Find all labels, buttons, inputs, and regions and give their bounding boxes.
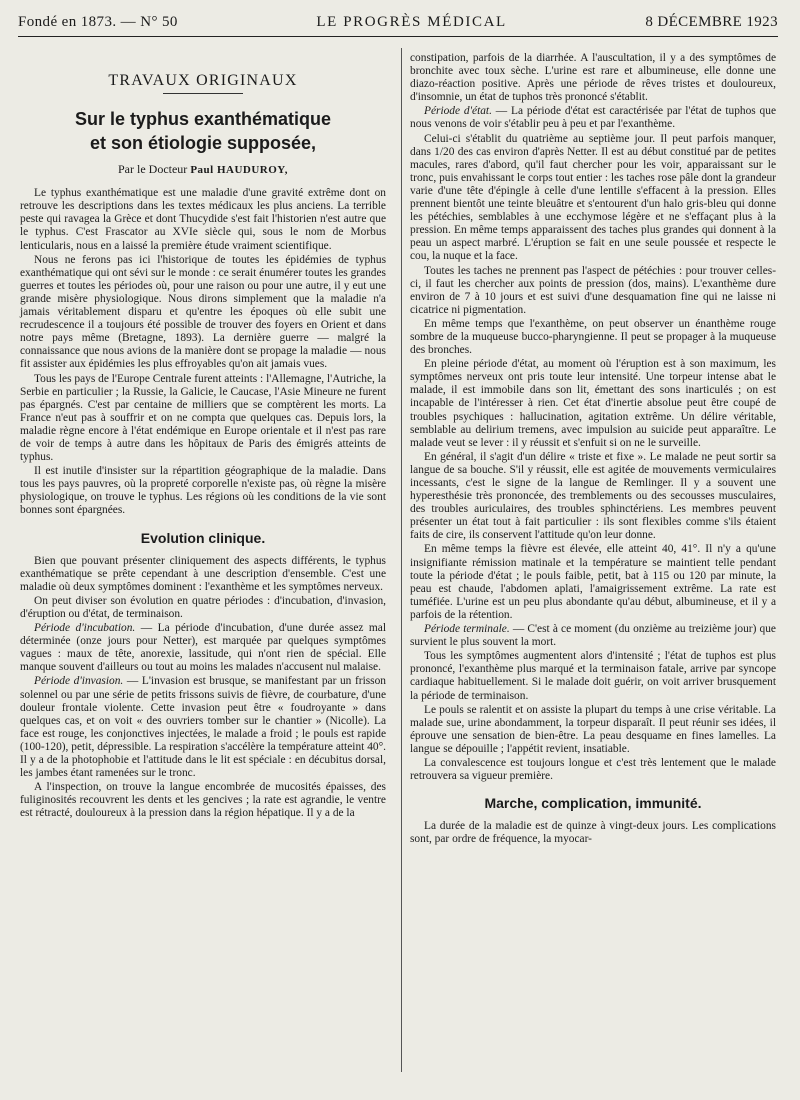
paragraph: Tous les pays de l'Europe Centrale furent atteints : l'Allemagne, l'Autriche, la Serbie en particulier ; la Russie, la Galicie, le Caucase, l'Asie Mineure ne furent pas épargnés. C'est par centaine de milliers que se comptèrent les morts. La France n'eut pas à souffrir et on ne compta que quelques cas. Depuis lors, la maladie règne encore à l'état endémique en Europe orientale et il n'est pas rare de voir de temps à autre dans les hôpitaux de Paris des émigrés atteints de typhus. [20, 372, 386, 464]
column-divider [401, 48, 402, 1072]
paragraph: En même temps que l'exanthème, on peut observer un énanthème rouge sombre de la muqueuse bucco-pharyngienne. Il peut se propager à la muqueuse des bronches. [410, 317, 776, 357]
paragraph: Le pouls se ralentit et on assiste la plupart du temps à une crise véritable. La malade sue, urine abondamment, la torpeur disparaît. Il peut réunir ses idées, il éprouve une sensation de bien-être. La peau desquame en fines lamelles. La langue se dépouille ; l'appétit revient, insatiable. [410, 703, 776, 755]
paragraph: Nous ne ferons pas ici l'historique de toutes les épidémies de typhus exanthématique qui ont sévi sur le monde : ce serait énumérer toutes les grandes guerres et toutes les périodes où, pour une raison ou pour une autre, il y eut une grande misère physiologique. Nous dirons simplement que la maladie n'a jamais véritablement disparu et qu'entre les époques où elle subit une recrudescence il a toujours été possible de trouver des foyers en Orient et dans notre pays même (Bretagne, 1893). La dernière guerre — malgré la connaissance que nous avions de la manière dont se propage la maladie — nous fit assister aux épidémies les plus effroyables qu'on ait jamais vues. [20, 253, 386, 371]
paragraph: La convalescence est toujours longue et c'est très lentement que le malade retrouvera sa vigueur première. [410, 756, 776, 783]
byline-author: Paul HAUDUROY, [190, 164, 288, 177]
text-terminale: — C'est à ce moment (du onzième au treizième jour) que survient le plus souvent la mort. [410, 623, 776, 649]
paragraph: Celui-ci s'établit du quatrième au septième jour. Il peut parfois manquer, dans 1/20 des cas environ d'après Netter. Il est au début constitué par de petites macules, rares d'abord, qu'il faut chercher pour les voir, apparaissant sur le tronc, puis envahissant le corps tout entier : les taches rose pâle dont la grandeur varie d'une tête d'épingle à celle d'une lentille s'effacent à la pression. Elles prennent bientôt une teinte bleuâtre et s'entourent d'un halo gris-bleu qui donne les pétéchies, semblables à une ecchymose légère et ne s'effaçant plus à la pression. En même temps apparaissent des taches plus grandes qui donnent à la peau un aspect marbré. L'éruption se fait en une seule poussée et respecte le cou, la nuque et la face. [410, 132, 776, 263]
paragraph: En général, il s'agit d'un délire « triste et fixe ». Le malade ne peut sortir sa langue de sa bouche. S'il y réussit, elle est agitée de mouvements vermiculaires incessants, c'est le signe de la langue de Remlinger. Il y a souvent une hyperesthésie très prononcée, des tremblements ou des secousses musculaires, des troubles auriculaires, des troubles sphinctériens. Les membres peuvent présenter un état tout à fait particulier : ils sont flexibles comme s'ils étaient faits de cire, ils conservent l'attitude qu'on leur donne. [410, 450, 776, 542]
text-etat: — La période d'état est caractérisée par l'état de tuphos que nous venons de voir s'établir peu à peu et par l'exanthème. [410, 105, 776, 131]
right-column [410, 52, 776, 847]
paragraph: A l'inspection, on trouve la langue encombrée de mucosités épaisses, des fuliginosités recouvrent les dents et les gencives ; la rate est agrandie, le ventre est rétracté, douloureux à la pression dans la région hépatique. Il y a de la [20, 781, 386, 820]
article-title-line1: Sur le typhus exanthématique [74, 109, 332, 130]
text-incubation: — La période d'incubation, d'une durée assez mal déterminée (onze jours pour Netter), est marquée par quelques symptômes vagues : maux de tête, anorexie, lassitude, qui n'ont rien de spécial. Elle manque souvent d'ailleurs ou tout au moins les malades n'accusent nul malaise. [20, 622, 386, 674]
text-invasion: — L'invasion est brusque, se manifestant par un frisson solennel ou par une série de petits frissons suivis de fièvre, de courbature, d'une douleur frontale violente. Cette invasion peut être « foudroyante » dans quelques cas, et on voit « des ouvriers tomber sur le chantier » (Nicolle). La face est rouge, les conjonctives injectées, le malade a froid ; le pouls est rapide (100-120), petit, dépressible. La respiration s'accélère la température atteint 40°. Il y a de la photophobie et l'attitude dans le lit est spéciale : en décubitus dorsal, les jambes étant ramenées sur le tronc. [20, 675, 387, 780]
byline [20, 163, 386, 177]
section-rule [163, 93, 243, 94]
paragraph: Il est inutile d'insister sur la répartition géographique de la maladie. Dans tous les pays pauvres, où la propreté corporelle n'existe pas, où règne la misère physiologique, on trouve le typhus. Les régions où les conditions de la vie sont bonnes sont épargnées. [20, 465, 386, 517]
paragraph-etat [410, 105, 776, 131]
subheading-evolution: Evolution clinique. [140, 529, 266, 546]
journal-title: LE PROGRÈS MÉDICAL [316, 14, 507, 30]
masthead-founded: Fondé en 1873. — N° 50 [18, 14, 178, 30]
paragraph-incubation [20, 622, 386, 674]
paragraph: Le typhus exanthématique est une maladie d'une gravité extrême dont on retrouve les descriptions dans les textes médicaux les plus anciens. La terrible peste qui ravagea la Grèce et dont Thucydide s'est fait l'historien n'est autre que le typhus. C'est Frascator au XVIe siècle qui, sous le nom de Morbus lenticularis, nous en a laissé la première étude vraiment scientifique. [20, 187, 386, 252]
paragraph: On peut diviser son évolution en quatre périodes : d'incubation, d'invasion, d'éruption ou d'état, de terminaison. [20, 594, 386, 620]
paragraph: Toutes les taches ne prennent pas l'aspect de pétéchies : pour trouver celles-ci, il faut les chercher aux points de pression (dos, mains). L'exanthème dure environ de 7 à 10 jours et est suivi d'une desquamation fine qui ne laisse ni cicatrice ni pigmentation. [410, 264, 776, 316]
paragraph: Bien que pouvant présenter cliniquement des aspects différents, le typhus exanthématique se prête cependant à une description d'ensemble. C'est une maladie où deux symptômes dominent : l'exanthème et les symptômes nerveux. [20, 554, 386, 593]
paragraph: En même temps la fièvre est élevée, elle atteint 40, 41°. Il n'y a qu'une insignifiante rémission matinale et la température se maintient telle pendant toute la période d'état ; le pouls faible, petit, bat à 115 ou 120 par minute, la peau est chaude, l'abdomen aplati, l'amaigrissement extrême. La rate est tuméfiée. L'urine est un peu plus abondante qu'au début, albumineuse, et il y a parfois de la rétention. [410, 543, 776, 621]
label-etat: Période d'état. [424, 105, 492, 118]
label-incubation: Période d'incubation. [34, 622, 136, 635]
masthead-rule [18, 36, 778, 37]
paragraph: Tous les symptômes augmentent alors d'intensité ; l'état de tuphos est plus prononcé, l'exanthème plus marqué et la terminaison fatale, arrive par syncope cardiaque habituellement. Si le malade doit guérir, on voit arriver brusquement la période de terminaison. [410, 650, 776, 702]
label-invasion: Période d'invasion. [34, 675, 124, 688]
byline-prefix: Par le Docteur [118, 162, 188, 177]
article-title-line2: et son étiologie supposée, [89, 133, 317, 154]
subheading-marche: Marche, complication, immunité. [484, 795, 702, 812]
paragraph: En pleine période d'état, au moment où l'éruption est à son maximum, les symptômes nerveux ont pris toute leur intensité. Une torpeur intense abat le malade, il est immobile dans son lit, émettant des sons inarticulés ; on est incapable de l'intéresser à rien. Cet état d'inertie absolue peut être coupé de troubles psychiques : hallucination, agitation extrême. Un délire véritable, semblable au delirium tremens, avec impulsion au suicide peut apparaître. Le malade veut se lever : il y réussit et s'enfuit si on ne le surveille. [410, 358, 776, 449]
paragraph: La durée de la maladie est de quinze à vingt-deux jours. Les complications sont, par ordre de fréquence, la myocar- [410, 820, 776, 846]
masthead [18, 14, 778, 36]
left-column [20, 52, 386, 822]
label-terminale: Période terminale. [424, 623, 510, 636]
issue-date: 8 DÉCEMBRE 1923 [645, 14, 778, 30]
paragraph-terminale [410, 623, 776, 649]
paragraph-invasion [20, 675, 386, 780]
section-label: TRAVAUX ORIGINAUX [108, 72, 298, 89]
paragraph: constipation, parfois de la diarrhée. A l'auscultation, il y a des symptômes de bronchite avec toux sèche. L'urine est rare et albumineuse, elle donne une diazo-réaction positive. Après une période de rêves tristes et douloureux, d'insomnie, un état de tuphos très prononcé s'établit. [410, 52, 776, 104]
